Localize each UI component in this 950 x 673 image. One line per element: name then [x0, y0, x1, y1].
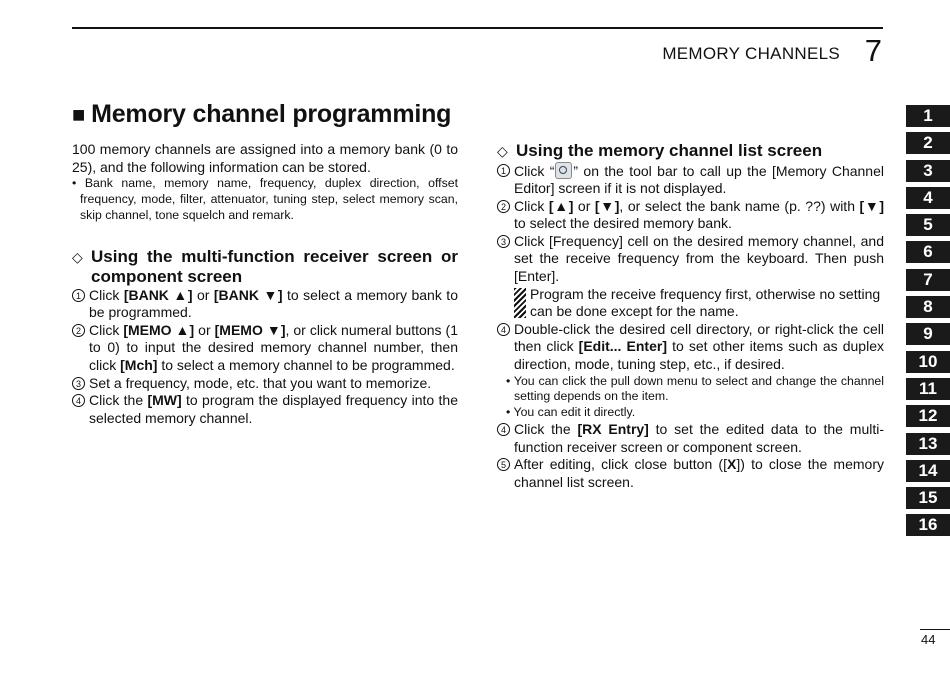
right-step-3: 3 Click [Frequency] cell on the desired memory channel, and set the receive frequency from the keyboard. Then push [Enter]. — [497, 233, 884, 286]
sub-bullet-edit: • You can edit it directly. — [506, 405, 636, 420]
chapter-tab-11[interactable]: 11 — [906, 378, 950, 400]
chapter-tab-7[interactable]: 7 — [906, 269, 950, 291]
step-number: 3 — [72, 377, 85, 390]
chapter-tab-12[interactable]: 12 — [906, 405, 950, 427]
chapter-title: MEMORY CHANNELS — [662, 44, 840, 63]
chapter-tab-15[interactable]: 15 — [906, 487, 950, 509]
sub-bullet-dropdown: • You can click the pull down menu to select and change the channel setting depends on the item. — [506, 373, 884, 404]
chapter-tab-14[interactable]: 14 — [906, 460, 950, 482]
step-number: 4 — [497, 423, 510, 436]
step-number: 1 — [497, 164, 510, 177]
step-number: 4 — [497, 323, 510, 336]
step-number: 2 — [497, 200, 510, 213]
step-number: 2 — [72, 324, 85, 337]
left-step-1: 1 Click [BANK ▲] or [BANK ▼] to select a memory bank to be programmed. — [72, 287, 458, 322]
bank-dropdown-ref: [▼] — [859, 197, 885, 214]
right-column — [497, 141, 884, 491]
section-title-text: Memory channel programming — [91, 100, 452, 128]
step-number: 4 — [72, 394, 85, 407]
section-marker: ■ — [72, 102, 86, 127]
mch-button-ref: [Mch] — [120, 356, 158, 373]
right-step-6: 5 After editing, click close button ([X]) to close the memory channel list screen. — [497, 456, 884, 491]
mw-button-ref: [MW] — [147, 392, 182, 409]
chapter-tab-13[interactable]: 13 — [906, 433, 950, 455]
left-step-4: 4 Click the [MW] to program the displayed frequency into the selected memory channel. — [72, 392, 458, 427]
chapter-tab-10[interactable]: 10 — [906, 351, 950, 373]
note — [497, 286, 884, 321]
edit-enter-ref: [Edit... Enter] — [578, 338, 667, 355]
section-title — [72, 100, 451, 129]
right-step-1: 1 Click “ ” on the tool bar to call up the [Memory Channel Editor] screen if it is not displayed. — [497, 162, 884, 198]
memo-up-button-ref: [MEMO ▲] — [123, 321, 195, 338]
subheading-list-screen — [497, 141, 884, 162]
subheading-text: Using the memory channel list screen — [516, 141, 823, 160]
left-step-2: 2 Click [MEMO ▲] or [MEMO ▼], or click numeral buttons (1 to 0) to input the desired memory channel number, then click [Mch] to select a memory channel to be programmed. — [72, 322, 458, 375]
chapter-tab-16[interactable]: 16 — [906, 514, 950, 536]
right-step-4: 4 Double-click the desired cell directory, or right-click the cell then click [Edit... Enter] to set other items such as duplex direction, mode, tuning step, etc., if desired. — [497, 321, 884, 374]
page-number: 44 — [921, 632, 936, 647]
bank-down-button-ref: [BANK ▼] — [213, 286, 283, 303]
chapter-tab-2[interactable]: 2 — [906, 132, 950, 154]
memory-editor-icon — [555, 162, 572, 179]
right-step-2: 2 Click [▲] or [▼], or select the bank name (p. ??) with [▼] to select the desired memory bank. — [497, 198, 884, 233]
memo-down-button-ref: [MEMO ▼] — [214, 321, 286, 338]
step-number: 5 — [497, 458, 510, 471]
chapter-tab-8[interactable]: 8 — [906, 296, 950, 318]
footer-rule — [920, 629, 950, 630]
left-column — [72, 141, 458, 427]
intro-text: 100 memory channels are assigned into a memory bank (0 to 25), and the following information can be stored. — [72, 141, 458, 175]
chapter-tabs — [906, 105, 950, 542]
left-step-3: 3 Set a frequency, mode, etc. that you want to memorize. — [72, 375, 458, 393]
diamond-icon: ◇ — [497, 143, 508, 159]
up-button-ref: [▲] — [548, 197, 574, 214]
chapter-tab-3[interactable]: 3 — [906, 160, 950, 182]
close-button-ref: X — [727, 456, 737, 473]
step-number: 3 — [497, 235, 510, 248]
subheading-receiver-screen — [72, 247, 458, 287]
chapter-tab-5[interactable]: 5 — [906, 214, 950, 236]
chapter-tab-1[interactable]: 1 — [906, 105, 950, 127]
chapter-tab-9[interactable]: 9 — [906, 323, 950, 345]
down-button-ref: [▼] — [594, 197, 620, 214]
chapter-number: 7 — [864, 33, 882, 68]
diamond-icon: ◇ — [72, 248, 83, 265]
hatched-note-icon — [514, 288, 526, 318]
subheading-text: Using the multi-function receiver screen or component screen — [91, 246, 458, 287]
stored-items-bullet: • Bank name, memory name, frequency, duplex direction, offset frequency, mode, filter, attenuator, tuning step, select memory scan, skip channel, tone squelch and remark. — [72, 176, 458, 222]
note-text: Program the receive frequency first, otherwise no setting can be done except for the name. — [530, 285, 881, 320]
step-number: 1 — [72, 289, 85, 302]
rx-entry-ref: [RX Entry] — [577, 421, 649, 438]
chapter-tab-6[interactable]: 6 — [906, 241, 950, 263]
chapter-tab-4[interactable]: 4 — [906, 187, 950, 209]
bank-up-button-ref: [BANK ▲] — [123, 286, 193, 303]
header-rule — [72, 27, 883, 29]
right-step-5: 4 Click the [RX Entry] to set the edited data to the multi-function receiver screen or component screen. — [497, 421, 884, 456]
